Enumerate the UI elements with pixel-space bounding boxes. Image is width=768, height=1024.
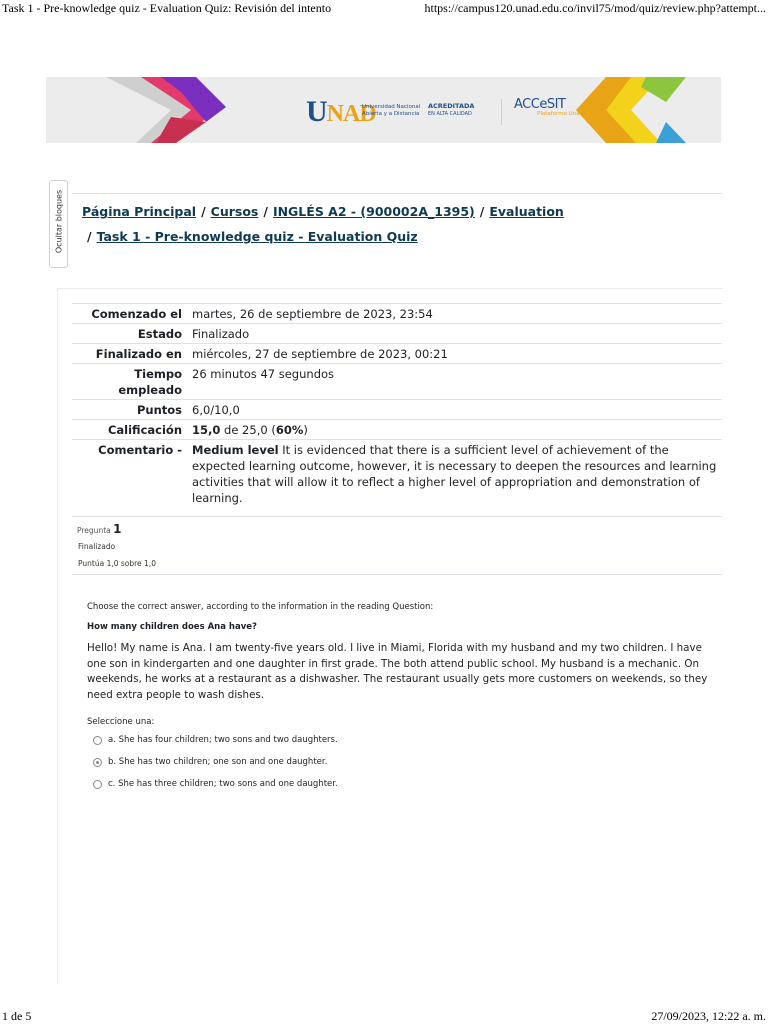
started-label: Comenzado el bbox=[91, 307, 182, 321]
answer-option-b[interactable] bbox=[93, 757, 327, 767]
question-number: Pregunta 1 bbox=[77, 522, 122, 536]
time-label: Tiempo empleado bbox=[118, 367, 182, 397]
breadcrumb-section-link[interactable]: Evaluation bbox=[489, 204, 564, 219]
question-text bbox=[87, 602, 708, 701]
print-header bbox=[0, 0, 768, 20]
print-footer bbox=[0, 1008, 768, 1024]
state-value: Finalizado bbox=[192, 327, 250, 341]
time-value: 26 minutos 47 segundos bbox=[192, 367, 335, 381]
attempt-summary-table bbox=[72, 303, 722, 507]
breadcrumb-separator: / bbox=[87, 229, 92, 244]
summary-row-comment bbox=[72, 440, 722, 508]
print-page-title: Task 1 - Pre-knowledge quiz - Evaluation Quiz: Revisión del intento bbox=[2, 1, 332, 15]
summary-row-time bbox=[72, 364, 722, 400]
points-label: Puntos bbox=[136, 403, 182, 417]
accreditation-badge: ACREDITADA EN ALTA CALIDAD bbox=[428, 102, 475, 117]
answer-option-a[interactable] bbox=[93, 735, 338, 745]
breadcrumb bbox=[72, 193, 722, 262]
breadcrumb-course-link[interactable]: INGLÉS A2 - (900002A_1395) bbox=[272, 204, 475, 219]
radio-button-selected[interactable] bbox=[93, 758, 102, 767]
banner-divider bbox=[501, 99, 502, 125]
university-name: Universidad Nacional Abierta y a Distancia bbox=[362, 104, 421, 117]
print-page-number: 1 de 5 bbox=[2, 1009, 32, 1023]
summary-row-grade bbox=[72, 420, 722, 440]
radio-button[interactable] bbox=[93, 736, 102, 745]
summary-row-state bbox=[72, 324, 722, 344]
question-grade: Puntúa 1,0 sobre 1,0 bbox=[78, 559, 156, 568]
answer-option-label: c. She has three children; two sons and one daughter. bbox=[108, 779, 338, 789]
question-instruction: Choose the correct answer, according to the information in the reading Question: bbox=[87, 602, 434, 612]
radio-button[interactable] bbox=[93, 780, 102, 789]
finished-label: Finalizado en bbox=[95, 347, 182, 361]
accesit-subtitle: Plataforma Unad bbox=[537, 111, 584, 117]
breadcrumb-quiz-link[interactable]: Task 1 - Pre-knowledge quiz - Evaluation Quiz bbox=[96, 229, 418, 244]
site-banner bbox=[46, 77, 721, 143]
unad-logo: UNAD bbox=[306, 95, 376, 128]
summary-row-finished bbox=[72, 344, 722, 364]
hide-blocks-button[interactable] bbox=[49, 180, 68, 268]
question-state: Finalizado bbox=[78, 542, 116, 551]
select-one-label: Seleccione una: bbox=[87, 717, 155, 727]
points-value: 6,0/10,0 bbox=[192, 403, 240, 417]
grade-value: 15,0 de 25,0 (60%) bbox=[192, 423, 308, 437]
breadcrumb-separator: / bbox=[201, 204, 206, 219]
answer-option-c[interactable] bbox=[93, 779, 338, 789]
answer-option-label: a. She has four children; two sons and two daughters. bbox=[108, 735, 338, 745]
state-label: Estado bbox=[137, 327, 182, 341]
summary-row-points bbox=[72, 400, 722, 420]
accesit-logo: ACCeSIT bbox=[514, 97, 566, 112]
question-prompt: How many children does Ana have? bbox=[87, 622, 257, 632]
started-value: martes, 26 de septiembre de 2023, 23:54 bbox=[192, 307, 433, 321]
question-info-box bbox=[72, 516, 722, 575]
print-date: 27/09/2023, 12:22 a. m. bbox=[651, 1009, 766, 1023]
finished-value: miércoles, 27 de septiembre de 2023, 00:21 bbox=[192, 347, 448, 361]
breadcrumb-courses-link[interactable]: Cursos bbox=[210, 204, 259, 219]
breadcrumb-separator: / bbox=[479, 204, 485, 219]
breadcrumb-home-link[interactable]: Página Principal bbox=[82, 204, 197, 219]
hide-blocks-label: Ocultar bloques bbox=[54, 189, 64, 254]
summary-row-started bbox=[72, 304, 722, 324]
grade-label: Calificación bbox=[107, 423, 182, 437]
print-page-url: https://campus120.unad.edu.co/invil75/mod/quiz/review.php?attempt... bbox=[424, 1, 766, 15]
reading-passage: Hello! My name is Ana. I am twenty-five years old. I live in Miami, Florida with my husband and my two children. I have one son in kindergarten and one daughter in first grade. The both attend public school. My husband is a mechanic. On weekends, he works at a restaurant as a dishwasher. The restaurant usually gets more customers on weekends, so they need extra people to wash dishes. bbox=[87, 642, 708, 701]
comment-label: Comentario - bbox=[98, 443, 182, 457]
answer-option-label: b. She has two children; one son and one daughter. bbox=[108, 757, 328, 767]
comment-value: Medium level It is evidenced that there is a sufficient level of achievement of the expected learning outcome, however, it is necessary to deepen the resources and learning activities that will allow it to reflect a higher level of appropriation and demonstration of learning. bbox=[192, 443, 717, 505]
breadcrumb-separator: / bbox=[263, 204, 268, 219]
